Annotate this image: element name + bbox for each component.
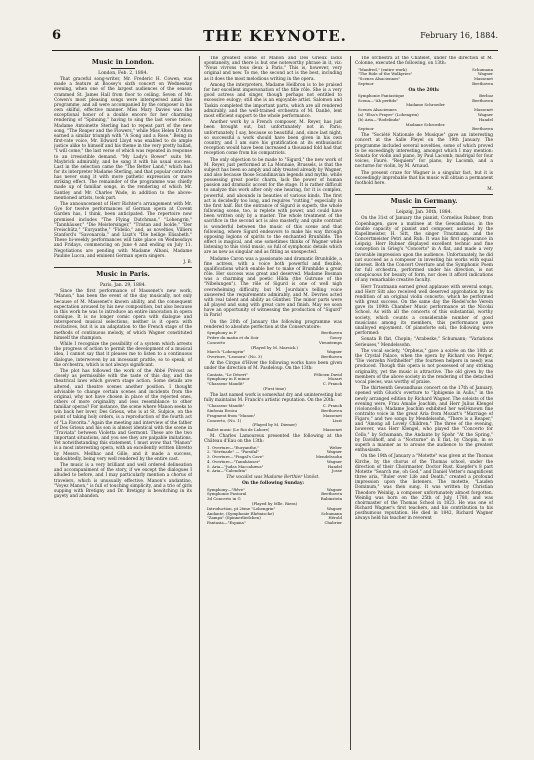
page-number: 6 (52, 28, 62, 43)
programme-composer: Wagner (477, 113, 493, 118)
programme-composer: Chabrier (324, 521, 342, 526)
section-heading-london: Music in London. (91, 58, 155, 66)
programme-item (207, 428, 342, 433)
programme-work: Madame Schroeder (406, 103, 445, 108)
programme-work: Ballet music (Le Roi de Lahore) (207, 428, 270, 433)
heading-rule (412, 207, 436, 208)
article-paragraph: On the 31st of January the pianist, Cornelius Rubner, from Copenhagen, gave a matinee at the Gewandhaus, in the double capacity of pianist and composer, assisted by the Kapellmeister, H. Sitt, the singer Trautmann, and the Concertmeister Petri and Rub. It was his first appearance in Leipzig. Herr Rubner displayed excellent technic and fine conception in Grieg's "Concerto" in A flat, and made a very favorable impression upon the audience. Unfortunately, he did not succeed as a composer in investing his works with equal interest. Both the Concert Overture and the Symphonic Poem for full orchestra, performed under his direction, is not conspicuous for beauty of form, nor does it afford indications of any remarkable creative faculty. (355, 216, 493, 284)
article-paragraph: That graceful song-writer, Mr. Frederic H. Cowen, was made a feature at Boosey's sixth concert on Wednesday evening, when one of the largest audiences of the season crammed St. James Hall from floor to ceiling. Seven of Mr. Cowen's most pleasing songs were interspersed amid the programme, and all were accompanied by the composer in his own skilful, effective manner. Miss Mary Davies was the exceptional honor of a double encore for her charming rendering of "Spinning," having to sing the last verse twice. Madame Antoinette Sterling had to repeat part of the new song, "The Reaper and the Flowers," while Miss Helen D'Alton earned a similar triumph with "A Song and a Rose." Being in first-rate voice, Mr. Edward Lloyd was enabled to do ample justice alike to himself and his theme in the very pretty ballad, "I will come," the last verse of which was repeated in response to an irresistible demand. "My Lady's Bower" suits Mr. Maybrick admirably, and he sang it with his usual success. Last in the selection came the "The Better Land," which had for its interpreter Madame Sterling, and that popular contralto has never sung it with more pathetic expression or more striking effect. The remainder of the programme was chiefly made up of familiar songs, in the rendering of which Mr. Santley and Mr. Charles Wade, in addition to the above-mentioned artists, took part. (54, 77, 192, 201)
article-paragraph: Herr Trautmann earned great applause with several songs, and Herr Sitt also received well deserved approbation by his rendition of an original violin concerto, which he performed with great success. On the same day the Riedel'sche Verein gave its 109th Chamber Music performance at the Nicolai School. As with all the concerts of this substantial, worthy society, which counts a considerable number of good musicians among its members, this performance gave unalloyed enjoyment. Of pianoforte soli, the following were performed: (355, 284, 493, 337)
programme-composer: Weber (329, 445, 342, 450)
heading-rule (111, 280, 135, 281)
programme-work: Symphony in F (207, 331, 237, 336)
column-divider (199, 56, 200, 750)
programme-list (358, 68, 493, 87)
signature-london: J. B. (183, 260, 192, 265)
programme-work: 2. "Sérénade" — "Parsifal" (207, 450, 260, 455)
programme-work: "The Ride of the Walkyries" (358, 72, 413, 77)
programme-item (358, 82, 493, 87)
programme-composer: Handel (327, 464, 342, 469)
programme-composer: Wagner (326, 350, 342, 355)
programme-composer: C. Franck (322, 382, 342, 387)
programme-composer: Mendelssohn (315, 455, 342, 460)
programme-composer: C. Franck (322, 404, 342, 409)
programme-work: Madame Schroeder. (405, 122, 446, 127)
programme-composer: Wagner (326, 459, 342, 464)
section-heading-germany: Music in Germany. (390, 197, 458, 206)
programme-work: (Played by M. Marsick.) (250, 345, 298, 350)
programme-list (207, 488, 342, 526)
programme-composer: Massenet (474, 77, 493, 82)
programme-work: Overture, "Leonora" (No. 3) (207, 355, 262, 360)
programme-work: Septuor (358, 81, 374, 86)
programme-composer: Beethoven (321, 492, 342, 497)
article-paragraph: The thirteenth Gewandhaus concert on the 17th of January, opened with Gluck's overture to "Iphigenie in Aulis," in the newly arranged edition by Richard Wagner. The soloists of the evening were, Frau Amalie Joachim, and Herr Julius Klengel (violoncello). Madame Joachim exhibited her well-known fine contralto voice in the great Aria from Mozart's "Marriage of Figaro," and two songs by Mendelssohn, "There is a Reaper," and "Among all Lovely Children." The three of the evening, however, was Herr Klengel, who played the "Concerto for Cello," by Schumann, the Andante by Spohr "At the Spring," by Davidhoff, and a "Nocturne" in E flat, by Chopin, in so superb a manner as to arouse the audience to the greatest enthusiasm. (355, 386, 493, 454)
programme-work: 4. Overture—"Tannhäuser" (207, 459, 261, 464)
programme-work: 3. Overture—"Fingal's Cave" (207, 455, 264, 460)
section-rule (355, 194, 493, 195)
programme-work: March "Lohengrin" (207, 350, 246, 355)
programme-composer: Gouvy (329, 336, 342, 341)
programme-composer: Wagner (326, 450, 342, 455)
programme-work: Fantasia—"Espana" (207, 521, 246, 526)
article-paragraph: Madame Caron was a passionate and dramatic Brunhilde, a fine actress, with a voice both powerful and flexible, qualifications which enable her to make of Brunhilde a great rôle. Her success was great and deserved. Madame Bosman was a charming and poetic Hilda (the Gutrune of the "Nibelungen"). The rôle of Sigurd is one of well nigh overwhelming difficulty, but M. Jourdain's telling voice answered the requirements admirably, and M. Devries acted with real talent and ability as Günther. The minor parts were all played and sung with great care and finish. May we soon have an opportunity of witnessing the production of "Sigurd" in Paris! (204, 256, 342, 319)
programme-composer: Rubinstein (320, 497, 342, 502)
column-left (54, 56, 192, 750)
article-paragraph: At the Cirque d'Hiver the following works have been given under the direction of M. Pasdeloup. On the 13th: (204, 361, 342, 372)
programme-composer: Massenet (474, 108, 493, 113)
programme-composer: Beethoven (472, 81, 493, 86)
programme-work: (b) Aria—"Rodelinda" (358, 117, 401, 122)
programme-work: Symphonie Fantastique (358, 93, 405, 98)
programme-work: Cantata, "Le Désert" (207, 372, 248, 377)
programme-work: Symphony—"Rêve" (207, 487, 245, 492)
programme-work: Septuor (358, 127, 374, 132)
column-right (355, 56, 493, 750)
article-paragraph: The last named work is somewhat dry and uninteresting but fully maintains M. Franck's artistic reputation. On the 20th: (204, 392, 342, 403)
article-paragraph: Among the interpreters, Madame Heilbron is to be praised for her excellent impersonation of the title rôle. She is a very good actress and singer, though perhaps not entitled to excessive eulogy; still she is an enjoyable artist. Salomon and Taskin completed the important parts, which are all rendered admirably, and the well-trained orchestra of M. Danbé, lent most efficient support to the whole performance. (204, 82, 342, 119)
programme-composer: Félicien David (313, 372, 342, 377)
programme-work: (Played by Mlle. Riera) (251, 501, 298, 506)
programme-work: Prière du matin et du Soir (207, 336, 259, 341)
article-paragraph: On the 20th of January the following programme was rendered to absolute perfection at the Conservatoire: (204, 319, 342, 330)
programme-work: "Chasseur Maudit" (207, 404, 245, 409)
article-paragraph: The orchestra at the Chatelet, under the direction of M. Colonne, executed the following, on 13th: (355, 56, 493, 67)
programme-composer: Josse (331, 469, 342, 474)
programme-list (207, 373, 342, 392)
programme-composer: Handel (478, 117, 493, 122)
programme-work: Introduction, pt 2ème "Lohengrin" (207, 506, 276, 511)
signature-paris: M. (487, 187, 493, 193)
programme-work: "Zampa" (Spinnerliedchen) (207, 516, 261, 521)
vocalist-note: The vocalist was Madame Berthier Vanöst. (226, 475, 320, 481)
programme-composer: Hérold (328, 516, 342, 521)
programme-composer: Beethoven (472, 127, 493, 132)
programme-work: Scenes Alsaciennes (358, 108, 397, 113)
dateline-paris: Paris, Jan. 29, 1884. (100, 283, 146, 289)
heading-rule (111, 68, 135, 69)
programme-composer: Wagner (477, 72, 493, 77)
programme-item (207, 469, 342, 474)
dateline-germany: Leipzig, Jan. 30th, 1884. (396, 210, 452, 216)
column-middle (204, 56, 342, 750)
article-paragraph: The greatest scene of Manon and Des Grieux lacks spontaneity, and there is but one noteworthy phrase in it, viz: "Nous vivrons tous deux à Paris." This is, however, very original and new. To me, the second act is the best, including as it does the most melodious writing in the opera. (204, 56, 342, 82)
article-paragraph: Another work by a French composer, M. Reyer, has just been brought out, but unfortunately not in Paris; unfortunately, I say, because so beautiful, and, since last night, so successful a work should have been given in his own country, and I am sure his gratification at its enthusiastic reception would have been increased a thousand fold had that reception come from his compatriots. (204, 120, 342, 157)
programme-item (207, 387, 342, 392)
programme-work: 5. Aria—"Judas Maccabæus" (207, 464, 264, 469)
programme-composer: Massenet (323, 428, 342, 433)
programme-item (358, 127, 493, 132)
programme-list (207, 331, 342, 360)
programme-item (207, 355, 342, 360)
programme-work: 1. Overture—"Euryanthe," (207, 445, 260, 450)
article-paragraph: While I recognize the possibility of a system which arrests the progress of action to permit the development of a musical idea, I cannot say that it pleases me to listen to a continuous dialogue, interwoven by an incessant prattle, so to speak, of the orchestra, which is not always significant. (54, 342, 192, 368)
article-paragraph: The plot has followed the work of the Abbé Prévost as closely as permissible with the taste of this day, and the theatrical laws which govern stage action. Some details are altered, and theatre scenes another position. I thought advisable to change certain scenes and incidents from the original, why not have chosen in place of the rejected ones, others of more originality and less resemblance to other familiar operas? For instance, the scene where Manon seeks to win back her lover, Des Grieux, who is at St. Sulpice, on the point of taking holy orders, is a reproduction of the fourth act of "La Favorita." Again the meeting and interview of the father of Des Grieux and his son is almost identical with the scene in "Traviata" between Violetta and Germont. These are the two important situations, and you see they are palpable imitations. Yet notwithstanding this statement, I must avow that "Manon" is a most interesting opera, with an excellently written libretto by Messrs. Meilhac and Gille, and it made a success, undoubtedly, being very well rendered by the entire cast. (54, 369, 192, 462)
article-paragraph: M. Charles Lamoureux presented the following at the Château d'Eau on the 13th: (204, 434, 342, 445)
programme-work: Andante, (Symphonie Rhéinische) (207, 511, 274, 516)
section-heading-paris: Music in Paris. (96, 270, 150, 279)
masthead: THE KEYNOTE. (203, 27, 347, 45)
programme-work: (Played by M. Diemer) (252, 423, 297, 428)
programme-work: Scena—"Ah perfido" (358, 98, 399, 103)
article-paragraph: On the 19th of January a "Motette" was given at the Thomas Kirche, by the chorus of the Thomas school, under the direction of their Choirmaster, Doctor Rust. Kuepfer's 8 part Motette "Search me, oh God," and Daniel Vetter's magnificent three aria, "Ruler over Life and Death," created a profound impression upon the listeners. The motette, "Lauden Dominum," was then sung. It was written by Christian Theodore Weinlig, a composer unfortunately almost forgotten. Weinlig was born on the 25th of July, 1780, and was choirmaster of the Thomas School in 1823. He was one of Richard Wagner's first teachers, and his contribution to his posthumous reputation. He died in 1842, Richard Wagner always held his teacher in reverent (355, 454, 493, 522)
article-paragraph: The announcement of Herr Richter's arrangement with Mr. Gye for twelve performances of German opera at Covent Garden has, I think, been anticipated. The repertoire now promised includes "The Flying Dutchman," "Lohengrin," "Tannhäuser," "Die Meistersinger," "Tristan and Isolde," "Der Freischütz," "Euryanthe," "Fidelio," and, as novelties, Villiers Stanford's "Savonarola," and Liszt's "Die heilige Elisabeth." These bi-weekly performances will take place on Wednesdays and Fridays, commencing on June 4 and ending on July 11. Negotiations are pending with Madame Albani, Madame Pauline Lucca, and eminent German opera singers. (54, 202, 192, 259)
subheading: On the 20th: (408, 87, 440, 93)
programme-composer: Beethoven (321, 409, 342, 414)
programme-composer: Wagner (326, 506, 342, 511)
programme-work: (a) "Elsa's Prayer" (Lohengrin) (358, 113, 419, 118)
article-paragraph: The vocal society, "Orpheus," gave a soirée on the 18th at the Crystal Palace, when the opera by Richard von Perger, "Die vierzehn Nothhelfer" (the fourteen helpers in need) was produced. Though this opera is not possessed of any striking originality, yet the music is attractive. The old given by the members of the above society in the rendering of the detached vocal pieces, was worthy of praise. (355, 348, 493, 385)
programme-work: 6. Aria—"Calendria" (207, 469, 247, 474)
programme-composer: Vieuxtemps (318, 340, 342, 345)
programme-composer: Massenet (323, 413, 342, 418)
programme-list (207, 404, 342, 433)
article-paragraph: The music is a very brilliant and well ordered delineation and accompaniment of the story, if we except the dialogues I alluded to before, and I may particularly mention a chorus of travelers, which is unusually effective. Manon's andantino, "Voyez Manon," is full of touching simplicity, and a trio of girls supping with Bretigny and Dr. Bretigny is bewitching in its gayety and abandon. (54, 463, 192, 499)
programme-composer: Schumann (472, 67, 493, 72)
programme-work: 3d Concerto in G (207, 497, 241, 502)
programme-work: Concerto (207, 340, 226, 345)
page-header (52, 26, 498, 48)
programme-composer: Berlioz (479, 93, 493, 98)
programme-work: Concerto, (No. 1) (207, 418, 242, 423)
programme-composer: Beethoven (321, 355, 342, 360)
programme-work: Fragment from "Manon" (207, 413, 256, 418)
programme-work: "Scenes Alsaciennes" (358, 77, 401, 82)
programme-list (358, 94, 493, 132)
column-divider (350, 56, 351, 750)
programme-work: Sinfonia Eroica (207, 409, 238, 414)
programme-composer: Mozart (327, 377, 342, 382)
programme-item (207, 521, 342, 526)
programme-composer: Schumann (321, 511, 342, 516)
programme-composer: Wagner (326, 487, 342, 492)
programme-work: (First time) (263, 386, 286, 391)
programme-composer: Beethoven (472, 98, 493, 103)
article-paragraph: Since the first performance of Massenet's new work, "Manon," has been the event of the day musically, not only because of M. Massenet's known ability, and the consequent expectation aroused by his new composition, but also because in this work he was to introduce an entire innovation in opera comique. It is no longer comic opera with dialogue and interspersed musical selections, neither is it opera with recitatives, but it is an adaptation to the French stage of the methods of continuous melody, of which Wagner constituted himself the champion. (54, 289, 192, 341)
article-paragraph: Sonata B flat, Chopin; "Arabeske," Schumann; "Variations Serieuses," Mendelssohn. (355, 337, 493, 348)
issue-date: February 16, 1884. (420, 31, 498, 40)
section-rule (54, 267, 192, 268)
programme-composer: Beethoven (321, 331, 342, 336)
article-paragraph: The "Société Nationale de Musique" gave an interesting concert at the Salle Pleyel on the 19th January. The programme included several novelties, some of which proved to be exceedingly interesting, amongst which I may mention: Sonata for violin and piano, by Paul Lacomb; madrigal for four voices, Fauré. "Requiem" for piano, by Lacomb, and a nocturne for violin, by M. Arnaud. (355, 133, 493, 170)
programme-work: Symphonie Pastoral (207, 492, 247, 497)
programme-list (207, 446, 342, 475)
programme-work: "Manfred," (entire work) (358, 67, 407, 72)
subheading: On the following Sunday: (241, 481, 305, 487)
programme-work: Symphony in E minor (207, 377, 250, 382)
programme-work: "Chasseur Maudit" (207, 382, 245, 387)
header-rule (52, 50, 498, 51)
article-paragraph: The only objection to be made to "Sigurd," the new work of M. Reyer, just performed at La Monnaie, Brussels, is that the subject has been so amply and ably treated already by Wagner, and also because those Scandinavian legends and myths, while possessing great poetic charm, lack the power of human passion and dramatic accent for the stage. It is rather difficult to analyze this work after only one hearing, for it is complex, powerful, and abounds in beauties of various kinds. The first act is decidedly too long, and requires "cutting," especially in the first half. But the entrance of Sigurd is superb, the whole following scene, too, is replete with power, and could have been written only by a master. The whole treatment of the sacrifice in the second act is also masterly, and quite contrast is wonderful between the music of this scene and that following, where Sigurd endeavors to make his way through opposing legions of spirits to the enchanted Brunhilde. The effect is magical, and one sometimes thinks of Wagner while listening to this vivid music, so full of symphonic details which are as new as singular and as fitting as unexpected. (204, 157, 342, 256)
article-paragraph: The present craze for Wagner is a singular fact, but it is exceedingly improbable that his music will obtain a permanent foothold here. (355, 170, 493, 186)
programme-composer: Liszt (332, 418, 342, 423)
dateline-london: London, Feb. 2, 1884. (98, 71, 148, 76)
